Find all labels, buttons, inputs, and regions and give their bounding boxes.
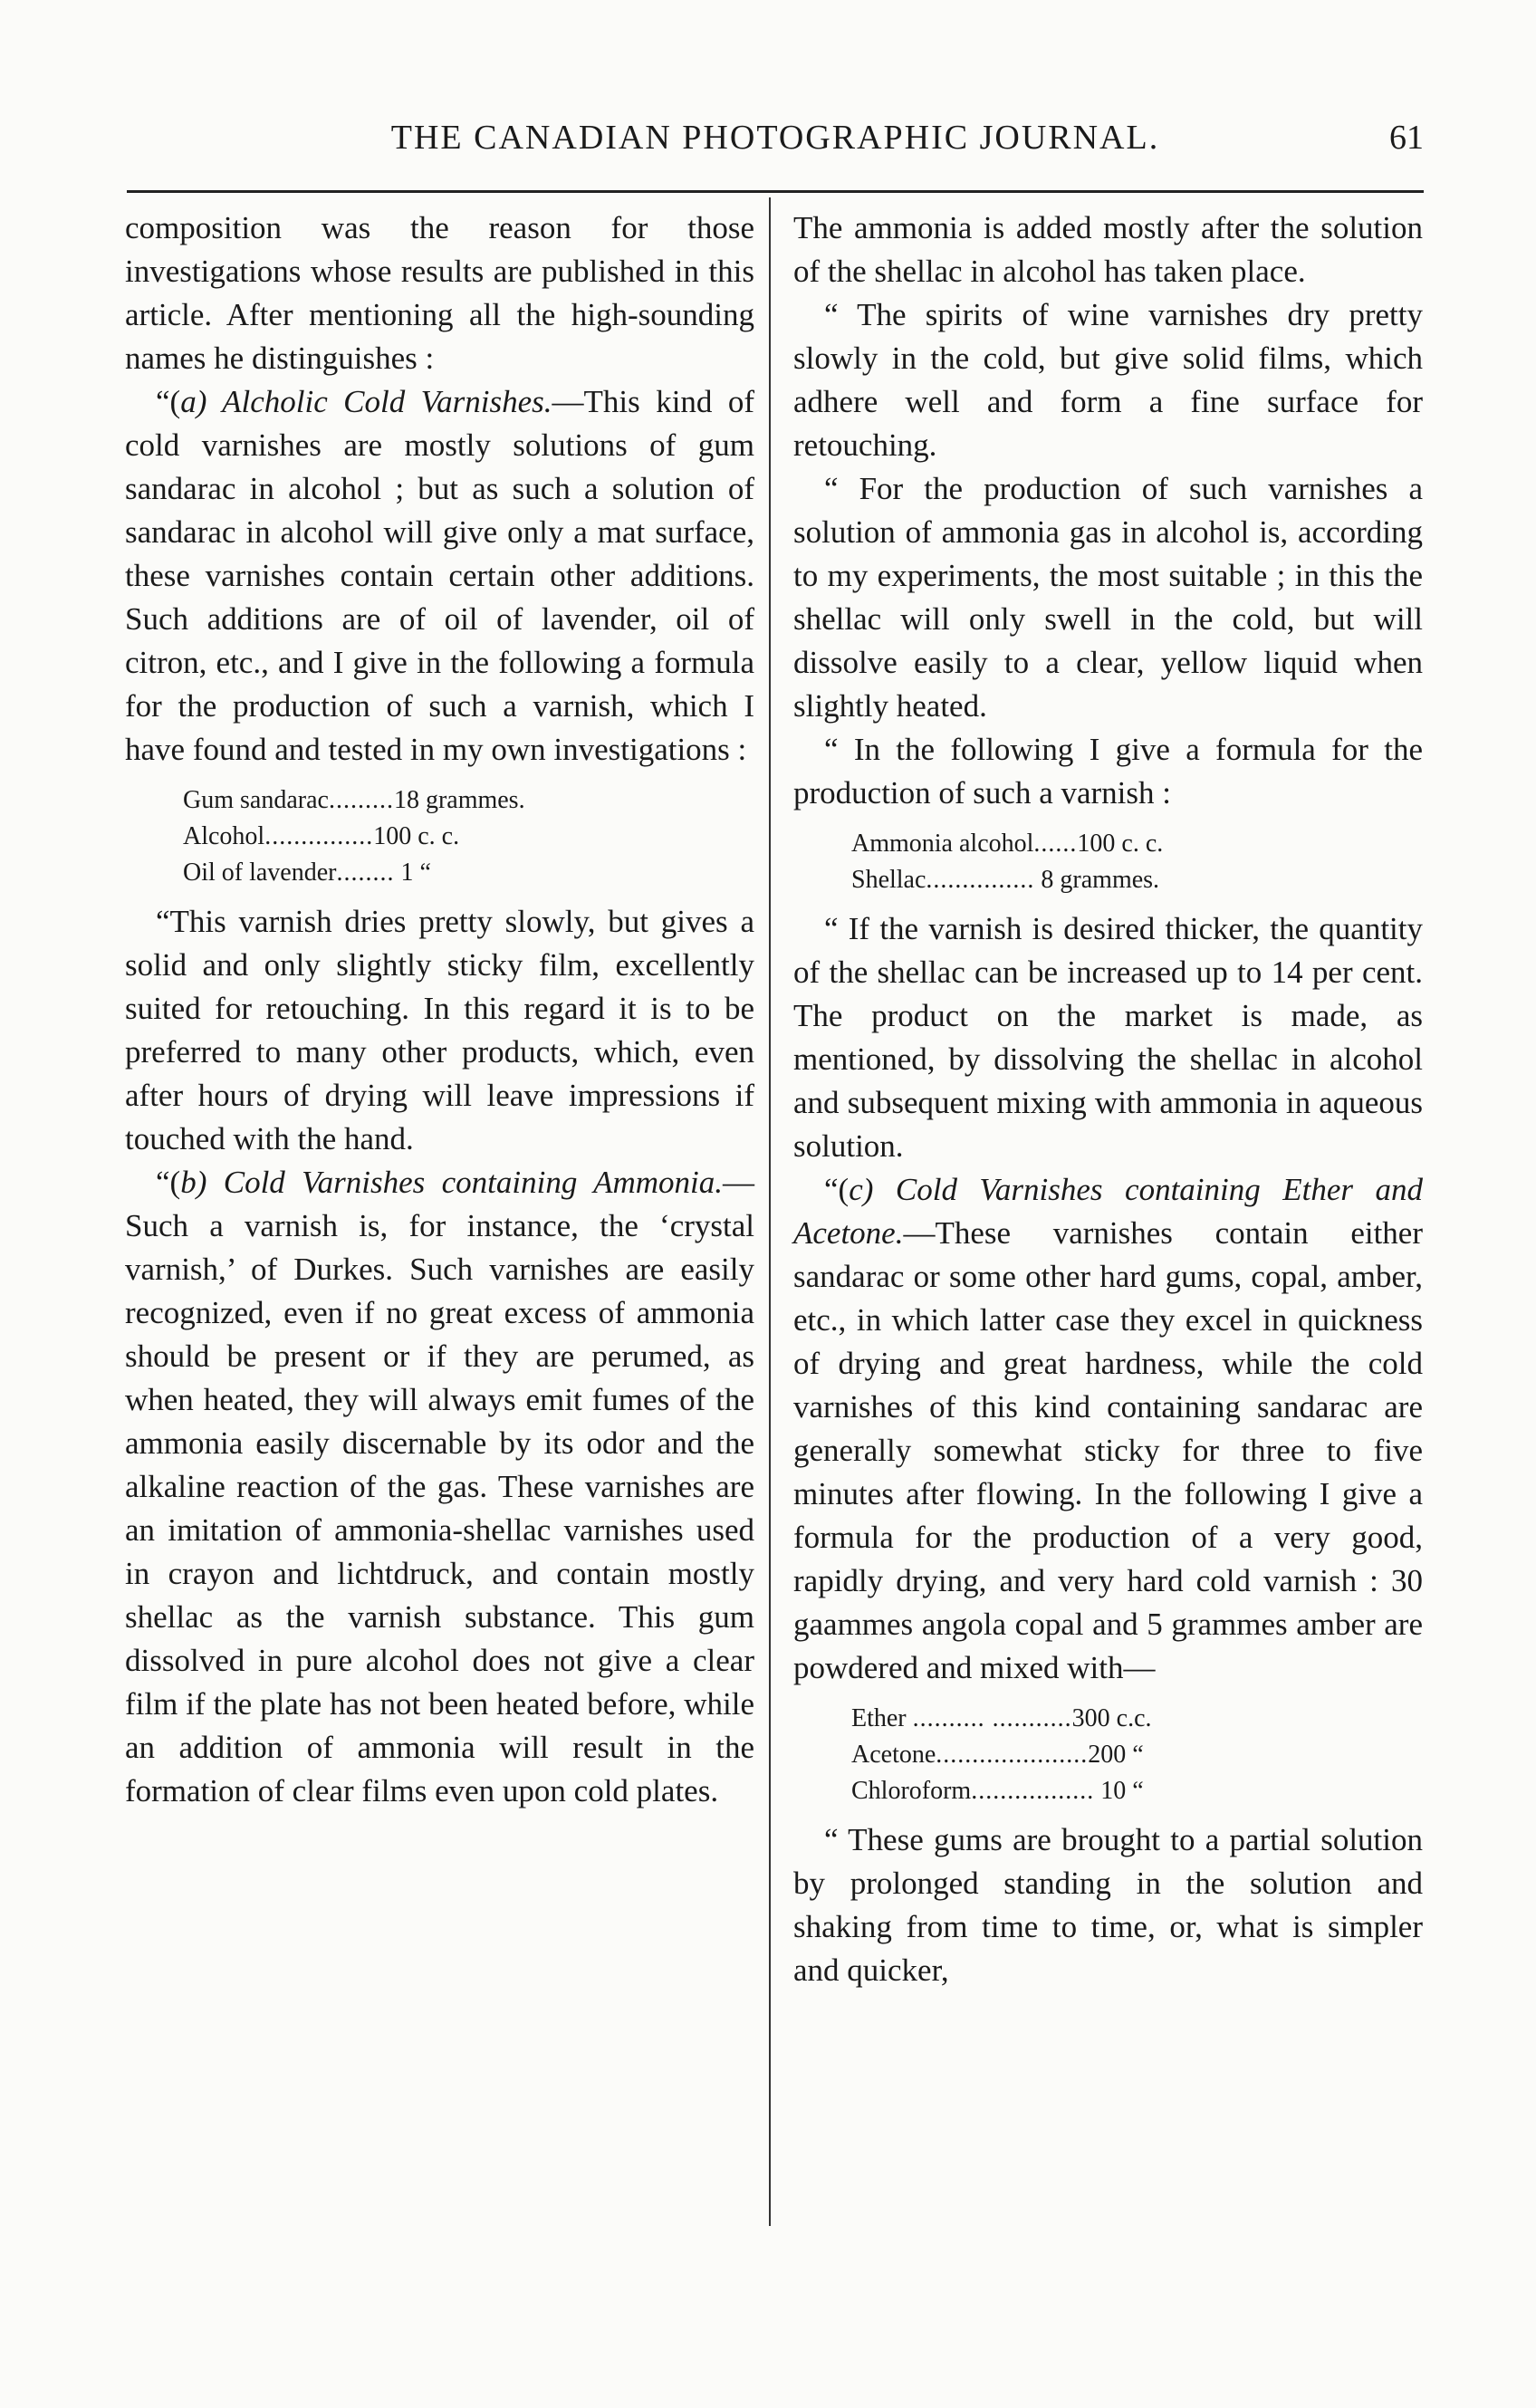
leader-dots: ...............: [926, 866, 1035, 894]
amount: 100 c. c.: [1077, 830, 1164, 858]
leader-dots: .....................: [936, 1741, 1089, 1769]
right-column: [793, 206, 1423, 1992]
header-rule: [127, 190, 1424, 193]
section-heading-b: b) Cold Varnishes containing Ammonia.: [180, 1165, 723, 1200]
formula-row: [851, 826, 1423, 862]
section-heading-a: a) Alcholic Cold Varnishes.: [180, 384, 552, 419]
amount: 1 “: [400, 859, 431, 887]
amount: 10 “: [1100, 1777, 1144, 1805]
paragraph-text: —These varnishes contain either sandarac or some other hard gums, copal, amber, etc., in which latter case they excel in quickness of drying and great hardness, while the cold varnishes of this kind containing sandarac are generally somewhat sticky for three to five minutes after flowing. In the following I give a formula for the production of a very good, rapidly drying, and very hard cold varnish : 30 gaammes angola copal and 5 grammes amber are powdered and mixed with—: [793, 1215, 1423, 1685]
amount: 300 c.c.: [1071, 1704, 1152, 1732]
paragraph: “ In the following I give a formula for the production of such a varnish :: [793, 732, 1423, 811]
page-number: 61: [1389, 119, 1424, 157]
paragraph: “ The spirits of wine varnishes dry pretty slowly in the cold, but give solid films, which adhere well and form a fine surface for retouching.: [793, 297, 1423, 463]
paragraph-text: —This kind of cold varnishes are mostly solutions of gum sandarac in alcohol ; but as such a solution of sandarac in alcohol will give only a mat surface, these varnishes contain certain other additions. Such additions are of oil of lavender, oil of citron, etc., and I give in the following a formula for the production of such a varnish, which I have found and tested in my own investigations :: [125, 384, 754, 767]
paragraph: “ These gums are brought to a partial solution by prolonged standing in the solution and shaking from time to time, or, what is simpler and quicker,: [793, 1822, 1423, 1988]
formula-row: [851, 862, 1423, 898]
formula-row: [851, 1701, 1423, 1737]
leader-dots: .........: [328, 786, 394, 814]
leader-dots: ........: [336, 859, 395, 887]
paragraph: The ammonia is added mostly after the solution of the shellac in alcohol has taken place.: [793, 210, 1423, 289]
amount: 100 c. c.: [373, 822, 460, 850]
paragraph: [125, 380, 754, 772]
leader-dots: ......: [1033, 830, 1078, 858]
ingredient: Oil of lavender: [183, 859, 337, 887]
section-heading-c: c) Cold Varnishes containing Ether and Acetone.: [793, 1172, 1423, 1251]
formula-c: [793, 1701, 1423, 1809]
ingredient: Acetone: [851, 1741, 936, 1769]
journal-title: THE CANADIAN PHOTOGRAPHIC JOURNAL.: [390, 119, 1160, 157]
ingredient: Shellac: [851, 866, 926, 894]
paragraph: [793, 1168, 1423, 1690]
leader-dots: .......... ...........: [912, 1704, 1072, 1732]
open-quote: “(: [824, 1172, 850, 1207]
left-column: [125, 206, 754, 1813]
open-quote: “(: [156, 384, 181, 419]
amount: 200 “: [1088, 1741, 1144, 1769]
ingredient: Gum sandarac: [183, 786, 329, 814]
paragraph: [125, 1161, 754, 1813]
formula-row: [851, 1773, 1423, 1809]
formula-row: [183, 855, 754, 891]
formula-row: [851, 1737, 1423, 1773]
paragraph: composition was the reason for those investigations whose results are published in this article. After mentioning all the high-sounding names he distinguishes :: [125, 210, 754, 376]
ingredient: Ammonia alcohol: [851, 830, 1034, 858]
leader-dots: .................: [971, 1777, 1095, 1805]
paragraph: “ If the varnish is desired thicker, the quantity of the shellac can be increased up to 14 per cent. The product on the market is made, as mentioned, by dissolving the shellac in alcohol and subsequent mixing with ammonia in aqueous solution.: [793, 911, 1423, 1164]
formula-a: [125, 782, 754, 891]
amount: 18 grammes.: [393, 786, 525, 814]
paragraph-text: —Such a varnish is, for instance, the ‘crystal varnish,’ of Durkes. Such varnishes are easily recognized, even if no great excess of ammonia should be present or if they are perumed, as when heated, they will always emit fumes of the ammonia easily discernable by its odor and the alkaline reaction of the gas. These varnishes are an imitation of ammonia-shellac varnishes used in crayon and lichtdruck, and contain mostly shellac as the varnish substance. This gum dissolved in pure alcohol does not give a clear film if the plate has not been heated before, while an addition of ammonia will result in the formation of clear films even upon cold plates.: [125, 1165, 754, 1808]
ingredient: Ether: [851, 1704, 907, 1732]
column-divider: [769, 197, 771, 2226]
leader-dots: ...............: [264, 822, 374, 850]
paragraph: “ For the production of such varnishes a solution of ammonia gas in alcohol is, according to my experiments, the most suitable ; in this the shellac will only swell in the cold, but will dissolve easily to a clear, yellow liquid when slightly heated.: [793, 471, 1423, 724]
ingredient: Alcohol: [183, 822, 265, 850]
running-header: [127, 118, 1424, 172]
formula-row: [183, 819, 754, 855]
open-quote: “(: [156, 1165, 181, 1200]
amount: 8 grammes.: [1041, 866, 1160, 894]
paragraph: “This varnish dries pretty slowly, but gives a solid and only slightly sticky film, excellently suited for retouching. In this regard it is to be preferred to many other products, which, even after hours of drying will leave impressions if touched with the hand.: [125, 904, 754, 1156]
formula-row: [183, 782, 754, 819]
formula-b: [793, 826, 1423, 898]
ingredient: Chloroform: [851, 1777, 972, 1805]
